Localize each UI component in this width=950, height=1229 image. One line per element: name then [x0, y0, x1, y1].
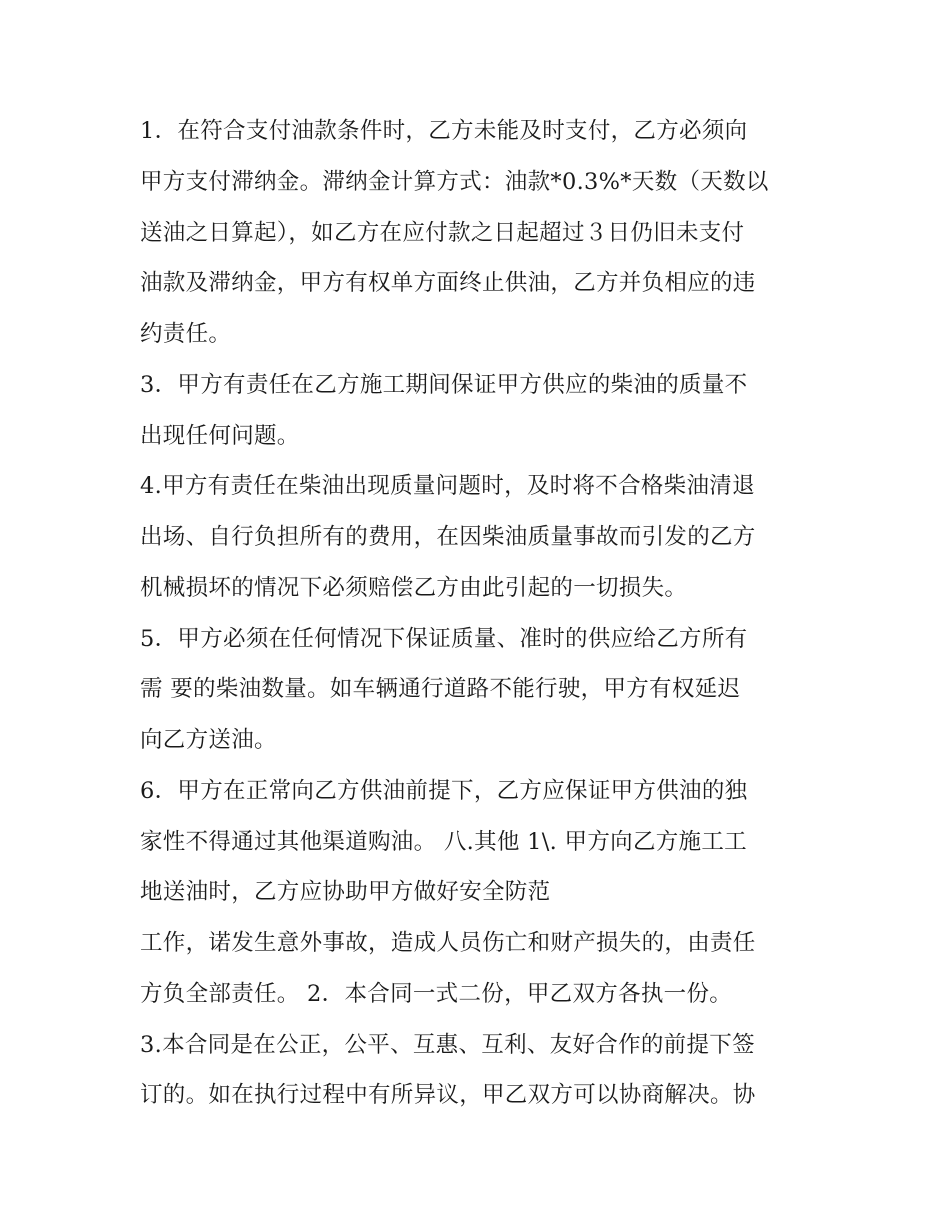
text-line: 1．在符合支付油款条件时，乙方未能及时支付，乙方必须向 — [140, 118, 748, 144]
text-line: 3．甲方有责任在乙方施工期间保证甲方供应的柴油的质量不 — [140, 371, 748, 398]
text-line: 出场、自行负担所有的费用，在因柴油质量事故而引发的乙方 — [140, 524, 756, 550]
text-line: 向乙方送油。 — [140, 727, 277, 753]
text-line: 甲方支付滞纳金。滞纳金计算方式：油款*0.3%*天数（天数以 — [140, 168, 769, 195]
text-line: 约责任。 — [140, 321, 232, 347]
text-line: 出现任何问题。 — [140, 422, 300, 449]
text-line: 送油之日算起），如乙方在应付款之日起超过３日仍旧未支付 — [140, 219, 745, 246]
text-line: 5．甲方必须在任何情况下保证质量、准时的供应给乙方所有 — [140, 625, 748, 652]
contract-text — [140, 106, 820, 1121]
text-line: 4.甲方有责任在柴油出现质量问题时，及时将不合格柴油清退 — [140, 473, 755, 500]
text-line: 订的。如在执行过程中有所异议，甲乙双方可以协商解决。协 — [140, 1082, 756, 1109]
text-line: 油款及滞纳金，甲方有权单方面终止供油，乙方并负相应的违 — [140, 270, 756, 297]
text-line: 家性不得通过其他渠道购油。 八.其他 1\. 甲方向乙方施工工 — [140, 828, 747, 855]
text-line: 工作，诺发生意外事故，造成人员伤亡和财产损失的，由责任 — [140, 930, 756, 956]
text-line: 地送油时，乙方应协助甲方做好安全防范 — [140, 879, 551, 906]
text-line: 6．甲方在正常向乙方供油前提下，乙方应保证甲方供油的独 — [140, 777, 748, 804]
text-line: 3.本合同是在公正，公平、互惠、互利、友好合作的前提下签 — [140, 1031, 755, 1058]
text-line: 方负全部责任。 2．本合同一式二份，甲乙双方各执一份。 — [140, 980, 733, 1007]
text-line: 需 要的柴油数量。如车辆通行道路不能行驶，甲方有权延迟 — [140, 676, 741, 703]
text-line: 机械损坏的情况下必须赔偿乙方由此引起的一切损失。 — [140, 574, 688, 601]
